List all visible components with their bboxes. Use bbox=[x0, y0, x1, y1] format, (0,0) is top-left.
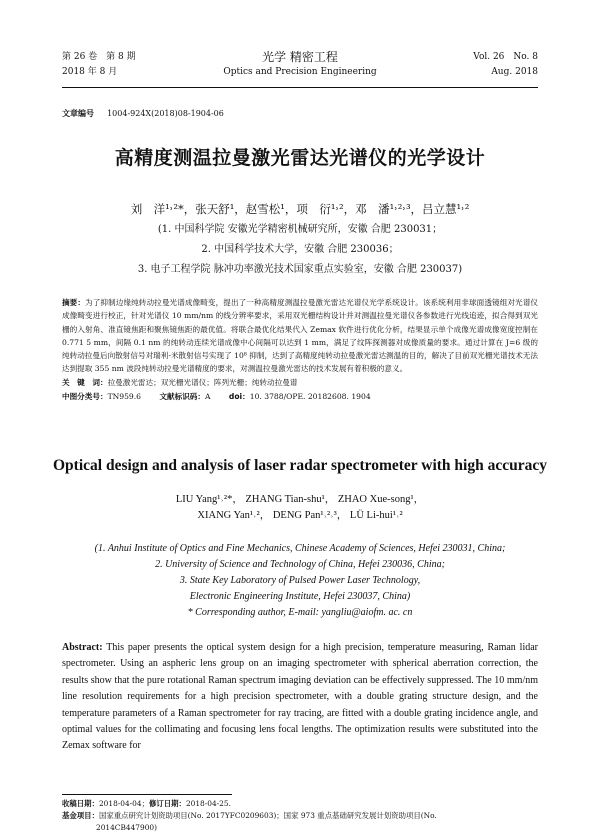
doi-label: doi： bbox=[228, 392, 250, 401]
cn-keywords-text: 拉曼激光雷达；双光栅光谱仪；阵列光栅；纯转动拉曼谱 bbox=[107, 378, 298, 387]
chinese-abstract bbox=[62, 296, 538, 376]
english-authors bbox=[90, 492, 510, 524]
en-affiliation-3a: 3. State Key Laboratory of Pulsed Power Laser Technology, bbox=[179, 575, 421, 586]
header-volume-info-en bbox=[473, 50, 538, 80]
header-date-cn: 2018 年 8 月 bbox=[62, 67, 118, 77]
en-affiliation-1: (1. Anhui Institute of Optics and Fine Mechanics, Chinese Academy of Sciences, Hefei 230031, China; bbox=[94, 543, 506, 554]
doi-value[interactable]: 10. 3788/OPE. 20182608. 1904 bbox=[249, 392, 371, 401]
english-abstract bbox=[62, 640, 538, 755]
revised-value: 2018-04-25. bbox=[185, 799, 231, 808]
chinese-affiliations bbox=[40, 220, 560, 280]
en-abstract-label: Abstract: bbox=[62, 642, 103, 653]
cn-abstract-text: 为了抑制边缘纯转动拉曼光谱成像畸变，提出了一种高精度测温拉曼激光雷达光谱仪光学系统设计。该系统利用非球面透镜组对光谱仪成像畸变进行校正，针对光谱仪 10 mm/nm 的线分辨率要求，采用双光栅结构设计并对测温拉曼光谱仪各参数进行光线追迹，拟合得到双光栅的入射角、准直镜焦距和聚焦镜焦距的最优值。将联合最优化结果代入 Zemax 软件进行优化分析，结果显示单个成像光谱成像宽度控制在 0.771 5 mm，间隔 0.1 nm 的纯转动连续光谱成像中心间隔可以达到 1 mm，满足了纹阵探测器对成像质量的要求。通过计算在 J=6 级的纯转动拉曼后向散射信号对瑞利-米散射信号实现了 10⁸ 抑制，达到了高精度纯转动拉曼激光雷达测温的目的，解决了目前双光栅光谱技术无法达到提取 355 nm 波段纯转动拉曼光谱精度的要求，对测温拉曼激光雷达的技术发展有着积极的意义。 bbox=[62, 298, 539, 374]
article-number-label: 文章编号 bbox=[62, 109, 94, 118]
class-label: 中图分类号： bbox=[62, 392, 108, 401]
fund-text-continued: 2014CB447900) bbox=[96, 823, 157, 832]
footnote-rule bbox=[62, 794, 232, 795]
article-number-value: 1004-924X(2018)08-1904-06 bbox=[107, 109, 224, 118]
cn-abstract-label: 摘要： bbox=[62, 298, 86, 307]
journal-name-cn: 光学 精密工程 bbox=[262, 50, 338, 64]
journal-name-en: Optics and Precision Engineering bbox=[223, 67, 377, 77]
received-label: 收稿日期： bbox=[62, 799, 99, 808]
header-rule bbox=[62, 87, 538, 88]
english-affiliations bbox=[40, 541, 560, 621]
chinese-keywords bbox=[62, 377, 538, 388]
doc-code-value: A bbox=[205, 392, 211, 401]
en-affiliation-2: 2. University of Science and Technology of China, Hefei 230036, China; bbox=[155, 559, 445, 570]
header-date-en: Aug. 2018 bbox=[491, 67, 538, 77]
fund-text: 国家重点研究计划资助项目(No. 2017YFC0209603)；国家 973 重点基础研究发展计划资助项目(No. bbox=[98, 811, 437, 820]
cn-affiliation-2: 2. 中国科学技术大学，安徽 合肥 230036； bbox=[201, 244, 399, 255]
doc-code-label: 文献标识码： bbox=[159, 392, 205, 401]
en-authors-line-1: LIU Yang¹˒²*， ZHANG Tian-shu¹， ZHAO Xue-song¹， bbox=[175, 494, 425, 505]
en-abstract-text: This paper presents the optical system design for a high precision, temperature measuring, Raman lidar spectrometer. Using an aspheric lens group on an imaging spectrometer with spherical aberration correction, the results show that the pure rotational Raman spectrum imaging deviation can be effectively suppressed. The 10 mm/nm line resolution requirements for a high precision spectrometer, with a double grating structure design, and the temperature parameters of a Raman spectrometer for ray tracing, are fitted with a double grating incidence angle, and optimal values for the collimating and focusing lens focal lengths. The optimization results were substituted into the Zemax software for bbox=[62, 642, 538, 752]
header-volume-en: Vol. 26 No. 8 bbox=[473, 52, 538, 62]
header-journal bbox=[62, 50, 538, 80]
received-value: 2018-04-04； bbox=[98, 799, 149, 808]
header-volume: 第 26 卷 第 8 期 bbox=[62, 52, 136, 62]
fund-label: 基金项目： bbox=[62, 811, 99, 820]
cn-affiliation-1: (1. 中国科学院 安徽光学精密机械研究所，安徽 合肥 230031； bbox=[157, 224, 443, 235]
classification-line bbox=[62, 391, 538, 402]
article-number bbox=[62, 108, 224, 119]
chinese-title: 高精度测温拉曼激光雷达光谱仪的光学设计 bbox=[114, 147, 486, 169]
corresponding-author: * Corresponding author, E-mail: yangliu@aiofm. ac. cn bbox=[187, 607, 413, 618]
chinese-authors: 刘 洋¹˒²*，张天舒¹，赵雪松¹，项 衍¹˒²，邓 潘¹˒²˒³，吕立慧¹˒² bbox=[130, 202, 470, 216]
revised-label: 修订日期： bbox=[148, 799, 186, 808]
cn-affiliation-3: 3. 电子工程学院 脉冲功率激光技术国家重点实验室，安徽 合肥 230037) bbox=[137, 264, 463, 275]
en-affiliation-3b: Electronic Engineering Institute, Hefei 230037, China) bbox=[189, 591, 411, 602]
running-header bbox=[62, 50, 538, 84]
english-title: Optical design and analysis of laser radar spectrometer with high accuracy bbox=[53, 457, 547, 474]
cn-keywords-label: 关 键 词： bbox=[62, 378, 108, 387]
en-authors-line-2: XIANG Yan¹˒²， DENG Pan¹˒²˒³， LÜ Li-hui¹˒² bbox=[197, 510, 403, 521]
class-value: TN959.6 bbox=[107, 392, 142, 401]
